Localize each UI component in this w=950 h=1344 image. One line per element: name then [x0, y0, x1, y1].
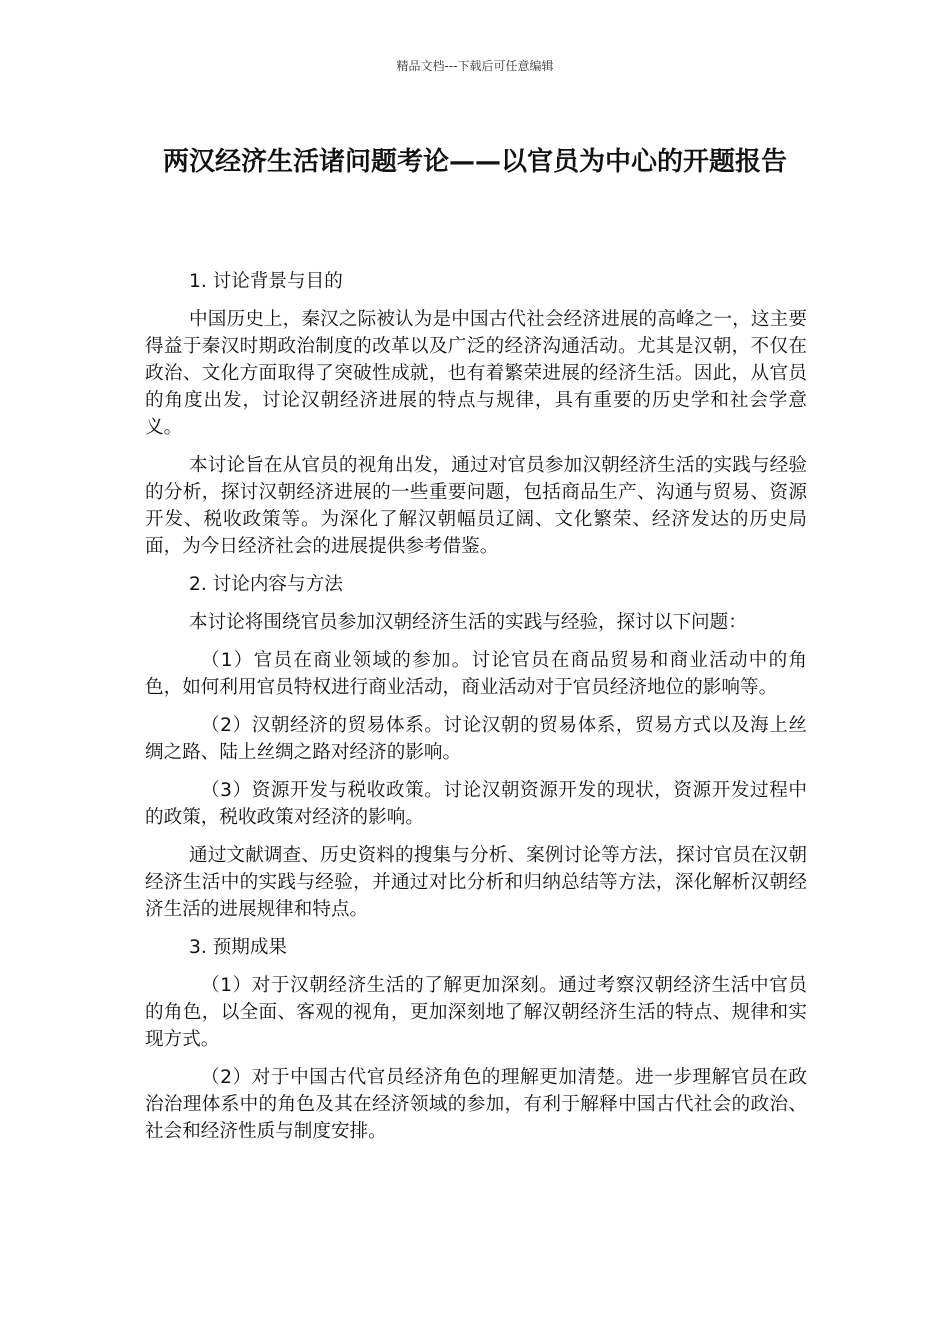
paragraph: 中国历史上，秦汉之际被认为是中国古代社会经济进展的高峰之一，这主要得益于秦汉时期政治制度的改革以及广泛的经济沟通活动。尤其是汉朝，不仅在政治、文化方面取得了突破性成就，也有着繁荣进展的经济生活。因此，从官员的角度出发，讨论汉朝经济进展的特点与规律，具有重要的历史学和社会学意义。	[145, 309, 807, 438]
section-heading-expected-results: 3. 预期成果	[189, 937, 288, 958]
document-body	[145, 268, 807, 1156]
list-item: （1）官员在商业领域的参加。讨论官员在商品贸易和商业活动中的角色，如何利用官员特权进行商业活动，商业活动对于官员经济地位的影响等。	[145, 650, 807, 698]
section-heading-background: 1. 讨论背景与目的	[189, 271, 343, 292]
list-item: （2）对于中国古代官员经济角色的理解更加清楚。进一步理解官员在政治治理体系中的角色及其在经济领域的参加，有利于解释中国古代社会的政治、社会和经济性质与制度安排。	[145, 1067, 807, 1142]
list-item: （2）汉朝经济的贸易体系。讨论汉朝的贸易体系，贸易方式以及海上丝绸之路、陆上丝绸之路对经济的影响。	[145, 715, 807, 763]
paragraph: 本讨论将围绕官员参加汉朝经济生活的实践与经验，探讨以下问题：	[189, 612, 747, 633]
paragraph: 通过文献调查、历史资料的搜集与分析、案例讨论等方法，探讨官员在汉朝经济生活中的实践与经验，并通过对比分析和归纳总结等方法，深化解析汉朝经济生活的进展规律和特点。	[145, 845, 807, 920]
section-heading-content-method: 2. 讨论内容与方法	[189, 574, 343, 595]
paragraph: 本讨论旨在从官员的视角出发，通过对官员参加汉朝经济生活的实践与经验的分析，探讨汉朝经济进展的一些重要问题，包括商品生产、沟通与贸易、资源开发、税收政策等。为深化了解汉朝幅员辽阔、文化繁荣、经济发达的历史局面，为今日经济社会的进展提供参考借鉴。	[145, 455, 807, 557]
list-item: （3）资源开发与税收政策。讨论汉朝资源开发的现状，资源开发过程中的政策，税收政策对经济的影响。	[145, 780, 807, 828]
document-title: 两汉经济生活诸问题考论——以官员为中心的开题报告	[162, 147, 787, 177]
list-item: （1）对于汉朝经济生活的了解更加深刻。通过考察汉朝经济生活中官员的角色，以全面、客观的视角，更加深刻地了解汉朝经济生活的特点、规律和实现方式。	[145, 975, 807, 1050]
page-header: 精品文档---下载后可任意编辑	[396, 59, 554, 73]
